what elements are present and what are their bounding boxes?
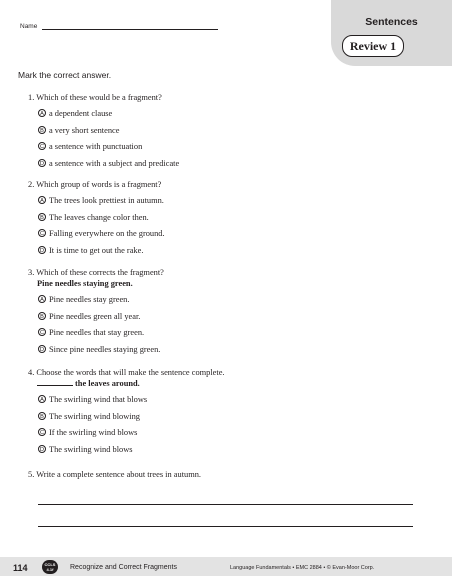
section-tab [331,0,452,66]
question-4 [28,367,225,455]
instructions: Mark the correct answer. [18,70,112,80]
option-1d[interactable]: D a sentence with a subject and predicate [39,158,180,168]
option-2c[interactable]: C Falling everywhere on the ground. [39,229,165,239]
question-3-fragment: Pine needles staying green. [37,279,133,288]
answer-bubble[interactable]: C [39,430,45,437]
answer-bubble[interactable]: A [38,109,46,117]
question-4-sentence: the leaves around. [28,378,225,389]
option-4a[interactable]: A The swirling wind that blows [28,394,225,405]
option-1b[interactable]: B a very short sentence [28,125,179,136]
review-badge: Review 1 [342,35,404,57]
name-label: Name [20,23,38,30]
option-1c[interactable]: C a sentence with punctuation [39,142,143,152]
option-2b[interactable]: B The leaves change color then. [28,212,165,223]
answer-bubble[interactable]: A [38,196,46,204]
answer-bubble[interactable]: C [39,231,45,238]
question-1-text: 1. Which of these would be a fragment? [28,93,162,102]
answer-bubble[interactable]: B [38,312,46,320]
answer-bubble[interactable]: A [38,295,46,303]
answer-bubble[interactable]: C [39,144,45,151]
question-1 [28,92,179,169]
answer-bubble[interactable]: D [39,346,45,353]
question-5-text: 5. Write a complete sentence about trees in autumn. [28,470,202,479]
option-4b[interactable]: B The swirling wind blowing [28,411,225,422]
option-1a[interactable]: A a dependent clause [28,108,179,119]
sentence-blank [37,385,73,386]
answer-bubble[interactable]: D [39,160,45,167]
answer-bubble[interactable]: B [38,412,46,420]
option-2a[interactable]: A The trees look prettiest in autumn. [28,195,165,206]
question-4-text: 4. Choose the words that will make the sentence complete. [28,368,225,377]
section-title: Sentences [365,16,418,28]
option-2d[interactable]: D It is time to get out the rake. [39,245,144,255]
ccls-standard-badge [42,560,58,574]
ccls-label: CCLS [44,562,56,567]
footer-credit: Language Fundamentals • EMC 2884 • © Evan-Moor Corp. [230,565,375,571]
answer-bubble[interactable]: B [38,213,46,221]
question-5 [28,469,201,480]
question-3-text: 3. Which of these corrects the fragment? [28,268,164,277]
name-input-line[interactable] [42,29,218,30]
option-4d[interactable]: D The swirling wind blows [39,444,133,454]
page-number: 114 [13,563,28,573]
answer-bubble[interactable]: D [39,247,45,254]
option-3b[interactable]: B Pine needles green all year. [28,311,164,322]
option-3c[interactable]: C Pine needles that stay green. [39,328,145,338]
answer-bubble[interactable]: B [38,126,46,134]
answer-bubble[interactable]: A [38,395,46,403]
answer-bubble[interactable]: C [39,330,45,337]
question-2 [28,179,165,256]
question-2-text: 2. Which group of words is a fragment? [28,180,162,189]
ccls-code: 4.1f [46,567,54,572]
answer-line-2[interactable] [38,526,413,527]
option-3a[interactable]: A Pine needles stay green. [28,294,164,305]
footer-band [0,557,452,576]
option-3d[interactable]: D Since pine needles staying green. [39,344,161,354]
option-4c[interactable]: C If the swirling wind blows [39,428,138,438]
footer-skill: Recognize and Correct Fragments [70,564,177,571]
answer-bubble[interactable]: D [39,446,45,453]
answer-line-1[interactable] [38,504,413,505]
question-3 [28,267,164,355]
